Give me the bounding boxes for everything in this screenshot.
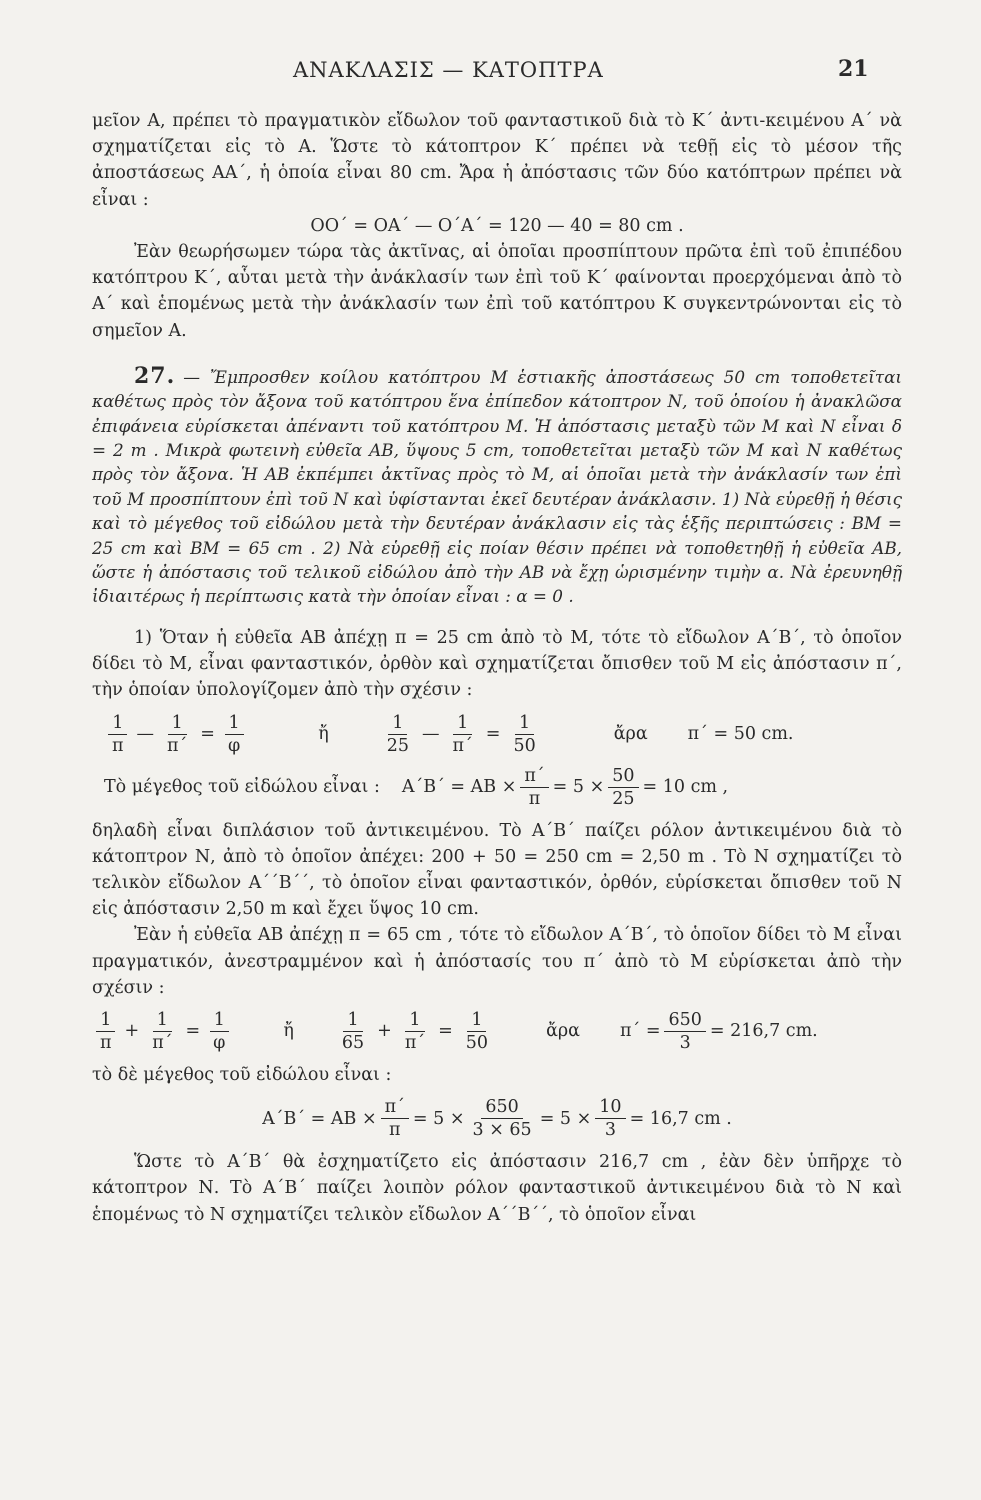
- fraction: $\frac{\pi΄}{\pi}$: [381, 1096, 409, 1141]
- paragraph-7: τὸ δὲ μέγεθος τοῦ εἰδώλου εἶναι :: [92, 1064, 392, 1085]
- fraction: $\frac{1}{\varphi}$: [209, 1009, 229, 1054]
- problem-number: 27.: [134, 362, 176, 389]
- equation-size-2: Α΄Β΄ = ΑΒ × $\frac{\pi΄}{\pi}$ = 5 × $\frac{650}{3 \times 65}$ = 5 × $\frac{10}{3}$ = 16,7 cm .: [262, 1097, 732, 1141]
- equation-size-1: Τὸ μέγεθος τοῦ εἰδώλου εἶναι : Α΄Β΄ = ΑΒ × $\frac{\pi΄}{\pi}$ = 5 × $\frac{50}{25}$ = 10 cm ,: [104, 765, 729, 809]
- fraction: $\frac{1}{\pi΄}$: [167, 712, 188, 756]
- fraction: $\frac{1}{\varphi}$: [224, 712, 244, 757]
- equation-oo: ΟΟ΄ = ΟΑ΄ — Ο΄Α΄ = 120 — 40 = 80 cm .: [310, 215, 684, 236]
- running-title: ΑΝΑΚΛΑΣΙΣ — ΚΑΤΟΠΤΡΑ: [293, 58, 604, 82]
- fraction: $\frac{1}{\pi}$: [108, 712, 128, 757]
- fraction: $\frac{650}{3 \times 65}$: [472, 1097, 532, 1141]
- fraction: $\frac{1}{\pi}$: [96, 1009, 116, 1054]
- fraction: $\frac{1}{\pi΄}$: [152, 1009, 173, 1053]
- ara-word: ἄρα: [546, 1021, 580, 1042]
- equation-mirror-1: $\frac{1}{\pi}$ — $\frac{1}{\pi΄}$ = $\frac{1}{\varphi}$ ἤ $\frac{1}{25}$ — $\frac{1}{\pi΄}$ = $\frac{1}{50}$ ἄρα π΄ = 50 cm.: [92, 712, 902, 757]
- problem-27: [92, 364, 902, 609]
- fraction: $\frac{1}{50}$: [465, 1009, 489, 1053]
- result: = 10 cm ,: [642, 777, 729, 797]
- fraction: $\frac{1}{\pi΄}$: [404, 1009, 426, 1053]
- size-lead: Τὸ μέγεθος τοῦ εἰδώλου εἶναι :: [104, 777, 380, 797]
- or-word: ἤ: [283, 1021, 294, 1042]
- problem-text: — Ἔμπροσθεν κοίλου κατόπτρου Μ ἑστιακῆς ἀποστάσεως 50 cm τοποθετεῖται καθέτως πρὸς τὸν ἄξονα τοῦ κατόπτρου ἕνα ἐπίπεδον κάτοπτρον Ν, τοῦ ὁποίου ἡ ἀνακλῶσα ἐπιφάνεια εὑρίσκεται ἀπέναντι τοῦ κατόπτρου Μ. Ἡ ἀπόστασις μεταξὺ τῶν Μ καὶ Ν εἶναι δ = 2 m . Μικρὰ φωτεινὴ εὐθεῖα ΑΒ, ὕψους 5 cm, τοποθετεῖται μεταξὺ τῶν Μ καὶ Ν καθέτως πρὸς τὸν ἄξονα. Ἡ ΑΒ ἐκπέμπει ἀκτῖνας πρὸς τὸ Μ, αἱ ὁποῖαι μετὰ τὴν ἀνάκλασίν των ἐπὶ τοῦ Μ προσπίπτουν ἐπὶ τοῦ Ν καὶ ὑφίστανται ἐκεῖ δευτέραν ἀνάκλασιν. 1) Νὰ εὑρεθῇ ἡ θέσις καὶ τὸ μέγεθος τοῦ εἰδώλου μετὰ τὴν δευτέραν ἀνάκλασιν εἰς τὰς ἑξῆς περιπτώσεις : ΒΜ = 25 cm καὶ ΒΜ = 65 cm . 2) Νὰ εὑρεθῇ εἰς ποίαν θέσιν πρέπει νὰ τοποθετηθῇ ἡ εὐθεῖα ΑΒ, ὥστε ἡ ἀπόστασις τοῦ τελικοῦ εἰδώλου ἀπὸ τὴν ΑΒ νὰ ἔχῃ ὡρισμένην τιμὴν α. Νὰ ἐρευνηθῇ ἰδιαιτέρως ἡ περίπτωσις κατὰ τὴν ὁποίαν εἶναι : α = 0 .: [92, 366, 902, 607]
- or-word: ἤ: [318, 724, 329, 744]
- page-header: [0, 58, 981, 88]
- equation-mirror-2: $\frac{1}{\pi}$ + $\frac{1}{\pi΄}$ = $\frac{1}{\varphi}$ ἤ $\frac{1}{65}$ + $\frac{1}{\pi΄}$ = $\frac{1}{50}$ ἄρα π΄ = $\frac{650}{3}$ = 216,7 cm.: [92, 1009, 902, 1054]
- fraction: $\frac{1}{50}$: [513, 712, 536, 756]
- paragraph-5: δηλαδὴ εἶναι διπλάσιον τοῦ ἀντικειμένου. Τὸ Α΄Β΄ παίζει ρόλον ἀντικειμένου διὰ τὸ κάτοπτρον Ν, ἀπὸ τὸ ὁποῖον ἀπέχει: 200 + 50 = 250 cm = 2,50 m . Τὸ Ν σχηματίζει τὸ τελικὸν εἴδωλον Α΄΄Β΄΄, τὸ ὁποῖον εἶναι φανταστικόν, ὀρθόν, εὑρίσκεται ὄπισθεν τοῦ Ν εἰς ἀπόστασιν 2,50 m καὶ ἔχει ὕψος 10 cm.: [92, 820, 902, 920]
- paragraph-1: μεῖον Α, πρέπει τὸ πραγματικὸν εἴδωλον τοῦ φανταστικοῦ διὰ τὸ Κ΄ ἀντι-κειμένου Α΄ νὰ σχηματίζεται εἰς τὸ Α. Ὥστε τὸ κάτοπτρον Κ΄ πρέπει νὰ τεθῇ εἰς τὸ μέσον τῆς ἀποστάσεως ΑΑ΄, ἡ ὁποία εἶναι 80 cm. Ἄρα ἡ ἀπόστασις τῶν δύο κατόπτρων πρέπει νὰ εἶναι :: [92, 111, 902, 210]
- result: π΄ = 50 cm.: [687, 724, 794, 744]
- fraction: $\frac{\pi΄}{\pi}$: [520, 765, 548, 810]
- paragraph-2: Ἐὰν θεωρήσωμεν τώρα τὰς ἀκτῖνας, αἱ ὁποῖαι προσπίπτουν πρῶτα ἐπὶ τοῦ ἐπιπέδου κατόπτρου Κ΄, αὗται μετὰ τὴν ἀνάκλασίν των ἐπὶ τοῦ Κ΄ φαίνονται προερχόμεναι ἀπὸ τὸ Α΄ καὶ ἑπομένως μετὰ τὴν ἀνάκλασίν των ἐπὶ τοῦ κατόπτρου Κ συγκεντρώνονται εἰς τὸ σημεῖον Α.: [92, 242, 902, 341]
- paragraph-3: 1) Ὅταν ἡ εὐθεῖα ΑΒ ἀπέχῃ π = 25 cm ἀπὸ τὸ Μ, τότε τὸ εἴδωλον Α΄Β΄, τὸ ὁποῖον δίδει τὸ Μ, εἶναι φανταστικόν, ὀρθὸν καὶ σχηματίζεται ὄπισθεν τοῦ Μ εἰς ἀπόστασιν π΄, τὴν ὁποίαν ὑπολογίζομεν ἀπὸ τὴν σχέσιν :: [92, 627, 902, 701]
- ara-word: ἄρα: [613, 724, 648, 744]
- fraction: $\frac{1}{\pi΄}$: [452, 712, 473, 756]
- fraction: $\frac{650}{3}$: [664, 1009, 705, 1054]
- page-number: 21: [838, 56, 869, 82]
- paragraph-8: Ὥστε τὸ Α΄Β΄ θὰ ἐσχηματίζετο εἰς ἀπόστασιν 216,7 cm , ἐὰν δὲν ὑπῆρχε τὸ κάτοπτρον Ν. Τὸ Α΄Β΄ παίζει λοιπὸν ρόλον φανταστικοῦ ἀντικειμένου διὰ τὸ Ν καὶ ἑπομένως τὸ Ν σχηματίζει τελικὸν εἴδωλον Α΄΄Β΄΄, τὸ ὁποῖον εἶναι: [92, 1152, 902, 1225]
- paragraph-6: Ἐὰν ἡ εὐθεῖα ΑΒ ἀπέχῃ π = 65 cm , τότε τὸ εἴδωλον Α΄Β΄, τὸ ὁποῖον δίδει τὸ Μ εἶναι πραγματικόν, ἀνεστραμμένον καὶ ἡ ἀπόστασίς του π΄ ἀπὸ τὸ Μ εὑρίσκεται ἀπὸ τὴν σχέσιν :: [92, 925, 902, 998]
- fraction: $\frac{1}{65}$: [341, 1009, 365, 1053]
- result: = 216,7 cm.: [709, 1021, 818, 1042]
- fraction: $\frac{10}{3}$: [595, 1096, 625, 1141]
- fraction: $\frac{1}{25}$: [386, 712, 409, 756]
- result: = 16,7 cm .: [629, 1108, 732, 1129]
- fraction: $\frac{50}{25}$: [608, 765, 638, 810]
- page-body: [92, 108, 902, 1228]
